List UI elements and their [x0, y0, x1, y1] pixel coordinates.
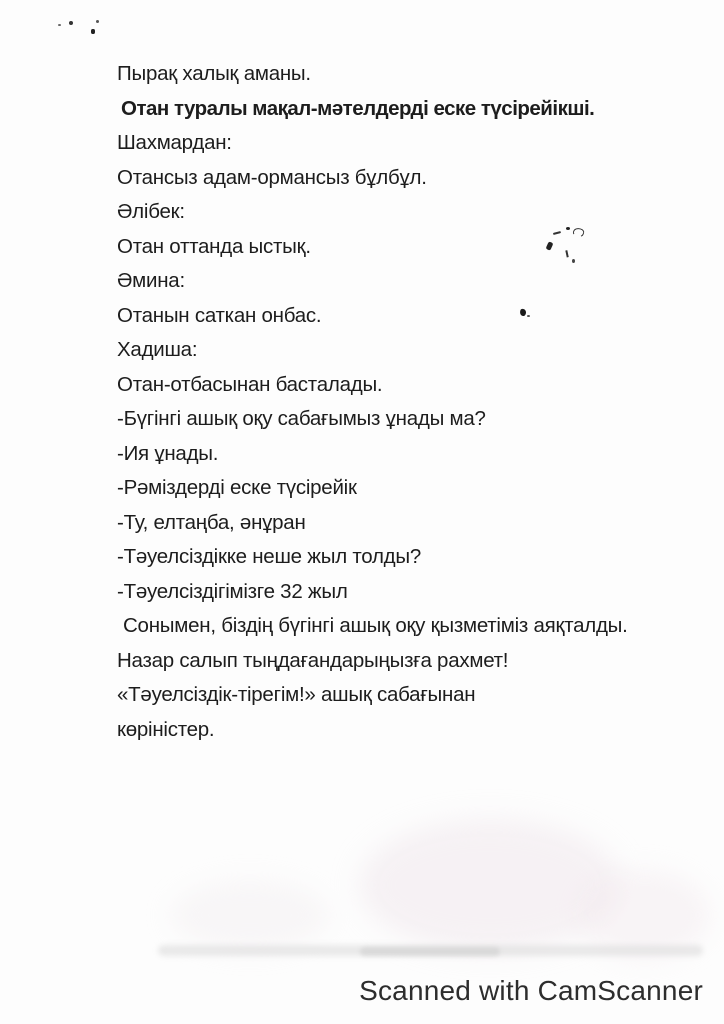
doc-line: -Тәуелсіздікке неше жыл толды?	[117, 545, 422, 568]
camscanner-watermark: Scanned with CamScanner	[359, 975, 703, 1006]
doc-line: -Бүгінгі ашық оқу сабағымыз ұнады ма?	[117, 407, 486, 430]
doc-line: -Рәміздерді еске түсірейік	[117, 476, 357, 499]
ink-speck	[69, 21, 73, 25]
doc-line: Отан оттанда ыстық.	[117, 234, 311, 258]
doc-line: -Тәуелсіздігімізге 32 жыл	[117, 579, 348, 603]
doc-line: «Тәуелсіздік-тірегім!» ашық сабағынан	[117, 683, 476, 706]
doc-line: Назар салып тыңдағандарыңызға рахмет!	[117, 648, 509, 672]
doc-line: Хадиша:	[117, 338, 198, 361]
doc-line: көріністер.	[117, 717, 215, 741]
doc-line: Отанын саткан онбас.	[117, 303, 322, 327]
doc-line: Пырақ халық аманы.	[117, 62, 311, 85]
doc-line: Сонымен, біздің бүгінгі ашық оқу қызметіміз аяқталды.	[123, 614, 628, 637]
doc-heading: Отан туралы мақал-мәтелдерді еске түсірейікші.	[121, 96, 595, 120]
ink-speck	[91, 29, 95, 34]
document-text-block	[117, 57, 628, 747]
scan-mottle	[170, 880, 330, 950]
doc-line: -Ту, елтаңба, әнұран	[117, 510, 306, 534]
doc-line: -Ия ұнады.	[117, 441, 219, 465]
ink-speck	[58, 24, 61, 26]
ink-speck	[96, 20, 99, 23]
doc-line: Әмина:	[117, 269, 185, 292]
doc-line: Отан-отбасынан басталады.	[117, 372, 383, 396]
doc-line: Шахмардан:	[117, 131, 232, 154]
scan-mottle	[360, 820, 620, 950]
doc-line: Отансыз адам-ормансыз бұлбұл.	[117, 165, 427, 189]
doc-line: Әлібек:	[117, 200, 185, 223]
scan-smudge-band	[360, 947, 500, 956]
